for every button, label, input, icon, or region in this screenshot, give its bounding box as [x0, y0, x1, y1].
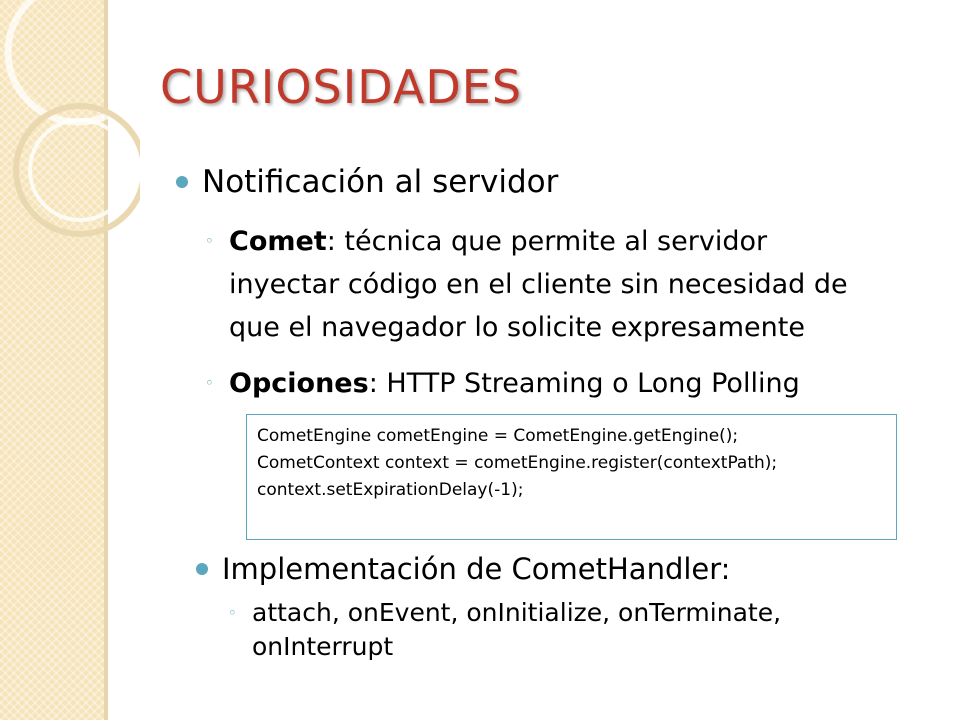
ring-bullet-icon: ◦ — [205, 232, 214, 250]
bullet-dot-icon — [196, 563, 208, 575]
handler-methods-line-1: attach, onEvent, onInitialize, onTerminate, — [252, 598, 782, 627]
code-line-3: context.setExpirationDelay(-1); — [257, 480, 524, 500]
comet-text-line-1: : técnica que permite al servidor — [326, 226, 768, 257]
bullet-opciones — [229, 362, 800, 405]
bullet-implementacion — [196, 552, 730, 586]
opciones-text: : HTTP Streaming o Long Polling — [368, 368, 800, 399]
code-line-2: CometContext context = cometEngine.register(contextPath); — [257, 453, 778, 473]
slide-title: CURIOSIDADES — [160, 60, 523, 114]
comet-term: Comet — [229, 226, 327, 257]
section2-heading: Implementación de CometHandler: — [222, 552, 731, 586]
ring-bullet-icon: ◦ — [228, 604, 237, 622]
bullet-dot-icon — [176, 176, 188, 188]
comet-text-line-3: que el navegador lo solicite expresamente — [229, 312, 805, 343]
decorative-circles — [0, 0, 140, 260]
comet-text-line-2: inyectar código en el cliente sin necesidad de — [229, 269, 848, 300]
code-line-1: CometEngine cometEngine = CometEngine.getEngine(); — [257, 426, 739, 446]
opciones-term: Opciones — [229, 368, 369, 399]
bullet-handler-methods — [252, 596, 781, 664]
bullet-notificacion — [176, 164, 558, 200]
ring-bullet-icon: ◦ — [205, 374, 214, 392]
bullet-comet — [229, 220, 848, 349]
code-block — [246, 414, 897, 540]
section1-heading: Notificación al servidor — [202, 164, 559, 200]
handler-methods-line-2: onInterrupt — [252, 632, 394, 661]
